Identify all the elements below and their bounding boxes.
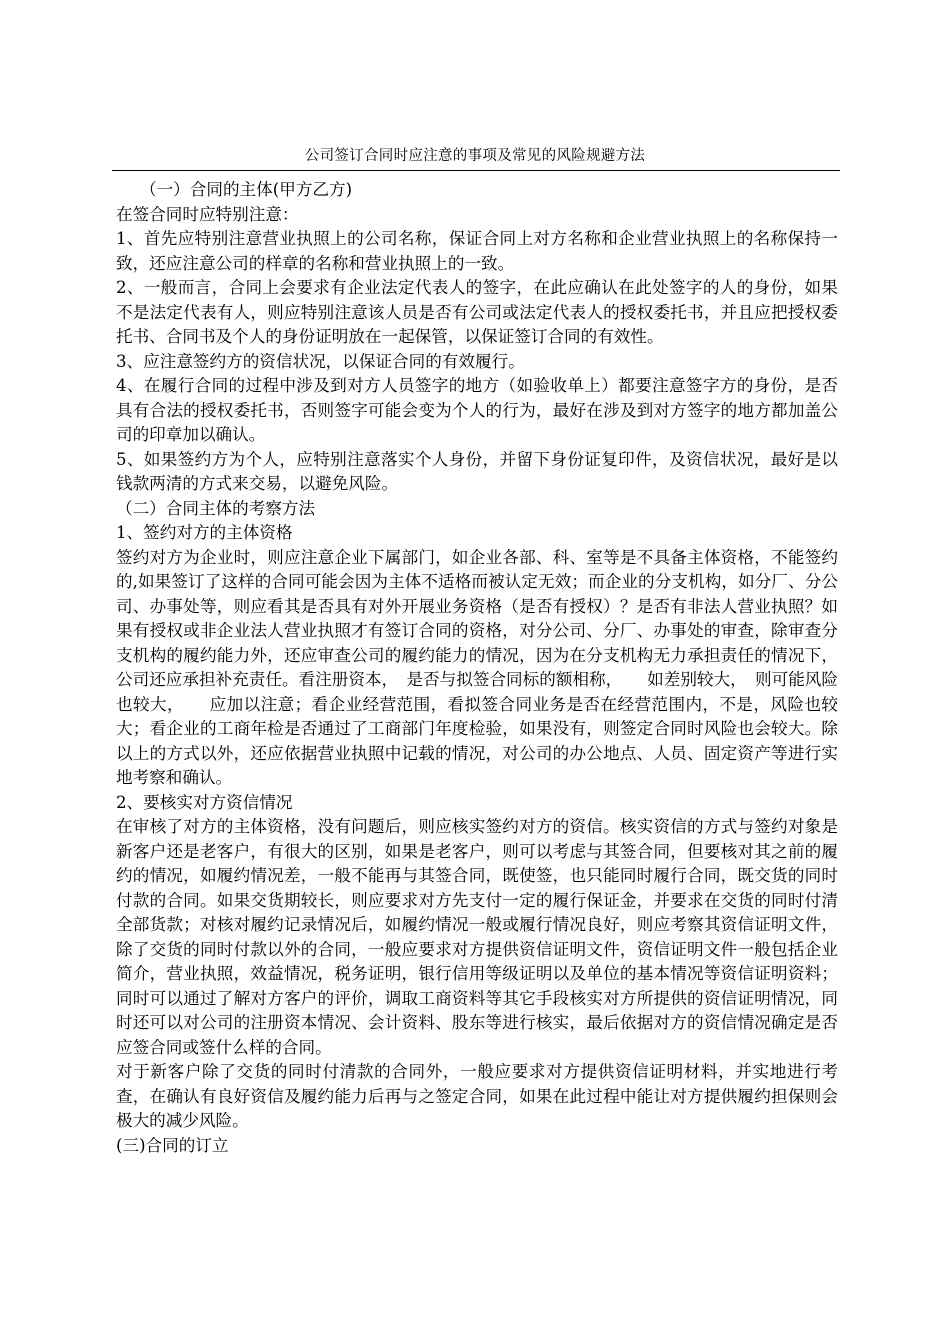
subsection-heading: 1、签约对方的主体资格: [116, 523, 293, 542]
section-heading-3: (三)合同的订立: [116, 1135, 229, 1155]
header-divider: [112, 170, 840, 171]
section-heading-2: （二）合同主体的考察方法: [116, 498, 316, 518]
paragraph: 2、一般而言，合同上会要求有企业法定代表人的签字，在此应确认在此处签字的人的身份，如果不是法定代表有人，则应特别注意该人员是否有公司或法定代表人的授权委托书，并且应把授权委托书、合同书及个人的身份证明放在一起保管，以保证签订合同的有效性。: [116, 278, 838, 346]
paragraph: 对于新客户除了交货的同时付清款的合同外，一般应要求对方提供资信证明材料，并实地进行考查，在确认有良好资信及履约能力后再与之签定合同，如果在此过程中能让对方提供履约担保则会极大的减少风险。: [116, 1062, 838, 1130]
document-body: [116, 178, 838, 1158]
paragraph: 签约对方为企业时，则应注意企业下属部门，如企业各部、科、室等是不具备主体资格，不能签约的,如果签订了这样的合同可能会因为主体不适格而被认定无效；而企业的分支机构，如分厂、分公司、办事处等，则应看其是否具有对外开展业务资格（是否有授权）？是否有非法人营业执照？如果有授权或非企业法人营业执照才有签订合同的资格，对分公司、分厂、办事处的审查，除审查分支机构的履约能力外，还应审查公司的履约能力的情况，因为在分支机构无力承担责任的情况下，公司还应承担补充责任。看注册资本， 是否与拟签合同标的额相称， 如差别较大， 则可能风险也较大， 应加以注意；看企业经营范围，看拟签合同业务是否在经营范围内，不是，风险也较大；看企业的工商年检是否通过了工商部门年度检验，如果没有，则签定合同时风险也会较大。除以上的方式以外，还应依据营业执照中记载的情况，对公司的办公地点、人员、固定资产等进行实地考察和确认。: [116, 547, 838, 787]
section-heading-1: （一）合同的主体(甲方乙方): [140, 180, 353, 199]
paragraph: 1、首先应特别注意营业执照上的公司名称，保证合同上对方名称和企业营业执照上的名称保持一致，还应注意公司的样章的名称和营业执照上的一致。: [116, 229, 838, 273]
subsection-heading: 2、要核实对方资信情况: [116, 792, 293, 812]
paragraph: 在审核了对方的主体资格，没有问题后，则应核实签约对方的资信。核实资信的方式与签约对象是新客户还是老客户，有很大的区别，如果是老客户，则可以考虑与其签合同，但要核对其之前的履约的情况，如履约情况差，一般不能再与其签合同，既使签，也只能同时履行合同，既交货的同时付款的合同。如果交货期较长，则应要求对方先支付一定的履行保证金，并要求在交货的同时付清全部货款；对核对履约记录情况后，如履约情况一般或履行情况良好，则应考察其资信证明文件，除了交货的同时付款以外的合同，一般应要求对方提供资信证明文件，资信证明文件一般包括企业简介，营业执照，效益情况，税务证明，银行信用等级证明以及单位的基本情况等资信证明资料；同时可以通过了解对方客户的评价，调取工商资料等其它手段核实对方所提供的资信证明情况，同时还可以对公司的注册资本情况、会计资料、股东等进行核实，最后依据对方的资信情况确定是否应签合同或签什么样的合同。: [116, 817, 838, 1057]
paragraph: 3、应注意签约方的资信状况，以保证合同的有效履行。: [116, 351, 525, 371]
document-title: 公司签订合同时应注意的事项及常见的风险规避方法: [304, 148, 646, 164]
paragraph: 5、如果签约方为个人，应特别注意落实个人身份，并留下身份证复印件，及资信状况，最好是以钱款两清的方式来交易，以避免风险。: [116, 449, 838, 493]
paragraph: 4、在履行合同的过程中涉及到对方人员签字的地方（如验收单上）都要注意签字方的身份，是否具有合法的授权委托书，否则签字可能会变为个人的行为，最好在涉及到对方签字的地方都加盖公司的印章加以确认。: [116, 376, 838, 444]
paragraph: 在签合同时应特别注意：: [116, 204, 299, 224]
